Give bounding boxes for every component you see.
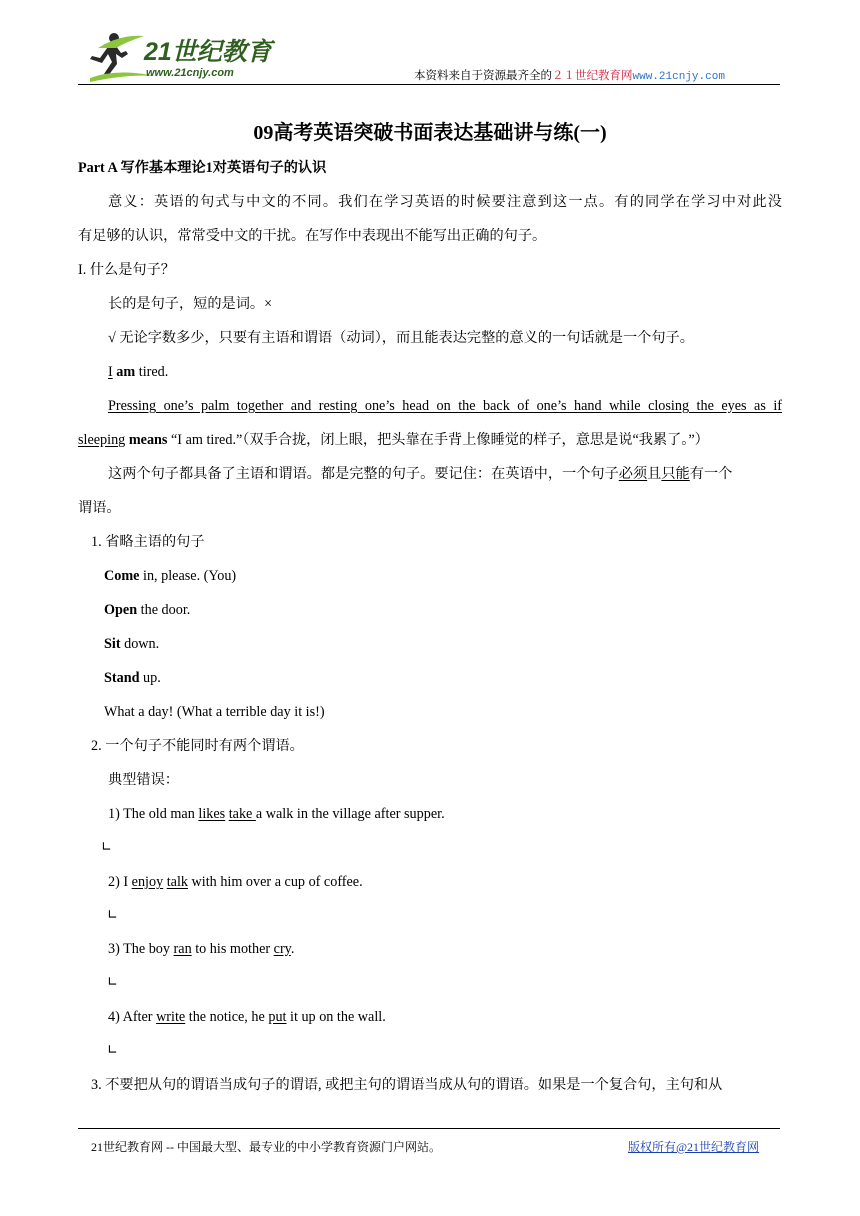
right-definition: √ 无论字数多少，只要有主语和谓语（动词），而且能表达完整的意义的一句话就是一个句子。: [108, 330, 694, 346]
exclamation-example: What a day! (What a terrible day it is!): [104, 704, 325, 720]
header-source-prefix: 本资料来自于资源最齐全的: [414, 70, 552, 82]
error-example-3: 3) The boy ran to his mother cry.: [108, 941, 295, 957]
error-example-1: 1) The old man likes take a walk in the village after supper.: [108, 806, 445, 822]
note-line-1: 这两个句子都具备了主语和谓语。都是完整的句子。要记住：在英语中，一个句子必须且只能有一个: [108, 466, 733, 482]
error-example-4: 4) After write the notice, he put it up on the wall.: [108, 1009, 386, 1025]
logo-url: www.21cnjy.com: [146, 67, 234, 79]
footer-text: 21世纪教育网 -- 中国最大型、最专业的中小学教育资源门户网站。: [91, 1140, 441, 1154]
correction-mark: ∟: [101, 840, 112, 855]
header-source-site: ２１世纪教育网: [552, 70, 633, 82]
header-source: [414, 67, 725, 83]
correction-mark: ∟: [107, 908, 118, 923]
typical-errors-label: 典型错误：: [108, 772, 179, 788]
imperative-example: Sit down.: [104, 636, 160, 652]
predicate: means: [128, 432, 168, 448]
intro-line-1: 意义：英语的句式与中文的不同。我们在学习英语的时候要注意到这一点。有的同学在学习中对此没: [108, 194, 782, 210]
example-sentence-2-line-2: sleeping means “I am tired.”（双手合拢，闭上眼，把头靠在手背上像睡觉的样子，意思是说“我累了。”）: [78, 432, 709, 448]
copyright-link[interactable]: 版权所有@21世纪教育网: [628, 1140, 760, 1154]
subject-end: sleeping: [78, 432, 126, 448]
imperative-example: Stand up.: [104, 670, 161, 686]
logo-text: 21世纪教育: [144, 38, 272, 66]
part-heading: Part A 写作基本理论1对英语句子的认识: [78, 160, 327, 176]
subject: I: [108, 364, 113, 380]
document-title: 09高考英语突破书面表达基础讲与练(一): [253, 122, 607, 144]
header-source-url[interactable]: www.21cnjy.com: [632, 71, 725, 83]
predicate: am: [116, 364, 136, 380]
imperative-example: Come in, please. (You): [104, 568, 237, 584]
intro-line-2: 有足够的认识，常常受中文的干扰。在写作中表现出不能写出正确的句子。: [78, 228, 547, 244]
header-divider: [78, 84, 780, 85]
correction-mark: ∟: [107, 975, 118, 990]
wrong-definition: 长的是句子，短的是词。×: [108, 296, 273, 312]
emphasis-must: 必须: [618, 466, 648, 482]
example-sentence-2-line-1: Pressing one’s palm together and resting one’s head on the back of one’s hand while closing the eyes as if: [108, 398, 782, 414]
correction-mark: ∟: [107, 1043, 118, 1058]
site-logo: [86, 28, 286, 84]
imperative-example: Open the door.: [104, 602, 191, 618]
footer-divider: [78, 1128, 780, 1129]
section-heading: I. 什么是句子？: [78, 262, 175, 278]
emphasis-only: 只能: [661, 466, 690, 482]
note-line-2: 谓语。: [78, 500, 121, 516]
error-example-2: 2) I enjoy talk with him over a cup of coffee.: [108, 874, 363, 890]
point-1-heading: 1. 省略主语的句子: [91, 534, 205, 550]
point-2-heading: 2. 一个句子不能同时有两个谓语。: [91, 738, 304, 754]
example-sentence-1: I am tired.: [108, 364, 169, 380]
point-3-heading: 3. 不要把从句的谓语当成句子的谓语, 或把主句的谓语当成从句的谓语。如果是一个复合句，主句和从: [91, 1077, 723, 1093]
